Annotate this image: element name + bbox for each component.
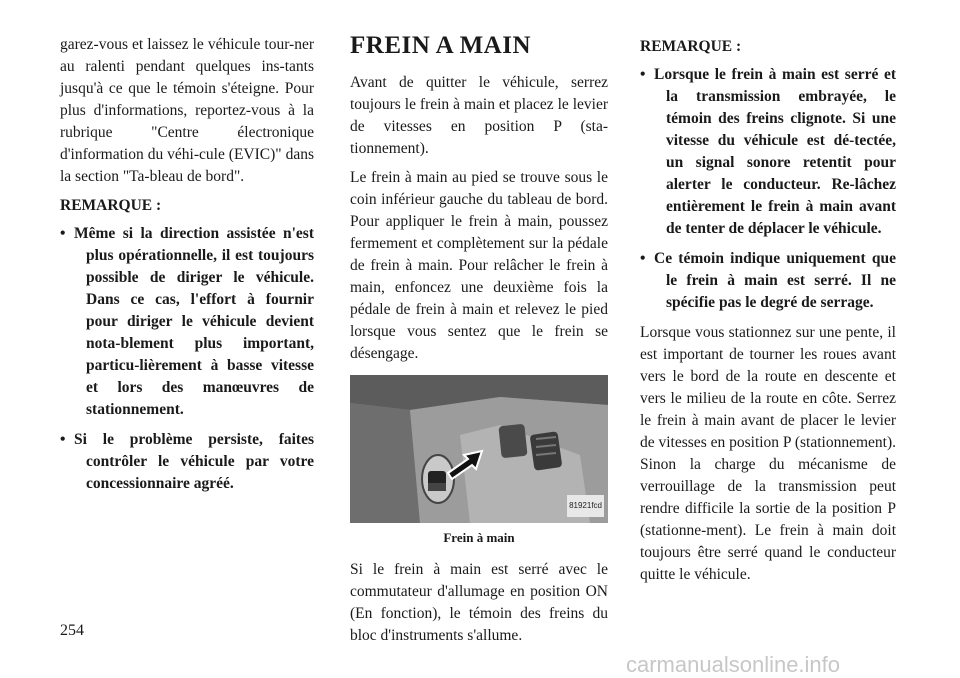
bullet-icon: • [60,431,66,448]
list-item: • Si le problème persiste, faites contrôler le véhicule par votre concessionnaire agréé. [60,431,314,492]
right-column [640,36,896,593]
intro-paragraph: garez-vous et laissez le véhicule tour-ner au ralenti pendant quelques ins-tants jusqu'à ce que le témoin s'éteigne. Pour plus d'informations, reportez-vous à la rubrique "Centre électronique d'information du véhi-cule (EVIC)" dans la section "Ta-bleau de bord". [60,36,314,185]
note-label: REMARQUE : [640,38,742,55]
middle-column [350,30,608,654]
list-item: • Lorsque le frein à main est serré et la transmission embrayée, le témoin des freins clignote. Si une vitesse du véhicule est dé-tectée, un signal sonore retentit pour alerter le conducteur. Re-lâchez entièrement le frein à main avant de tenter de déplacer le véhicule. [640,66,896,237]
note-list [640,64,896,314]
page-number: 254 [60,622,84,639]
figure-code: 81921fcd [567,495,604,517]
paragraph: Si le frein à main est serré avec le commutateur d'allumage en position ON (En fonction), le témoin des freins du bloc d'instruments s'allume. [350,561,608,644]
left-column [60,34,314,503]
list-item: • Ce témoin indique uniquement que le frein à main est serré. Il ne spécifie pas le degré de serrage. [640,250,896,311]
watermark: carmanualsonline.info [626,652,841,677]
figure-caption: Frein à main [443,530,515,545]
bullet-icon: • [640,250,646,267]
note-label: REMARQUE : [60,197,162,214]
paragraph: Le frein à main au pied se trouve sous le coin inférieur gauche du tableau de bord. Pour appliquer le frein à main, poussez fermement et complètement sur la pédale de frein à main. Pour relâcher le frein à main, enfoncez une deuxième fois la pédale de frein à main et relevez le pied lorsque vous sentez que le frein se désengage. [350,169,608,362]
section-heading: FREIN A MAIN [350,32,532,59]
list-item: • Même si la direction assistée n'est plus opérationnelle, il est toujours possible de diriger le véhicule. Dans ce cas, l'effort à fournir pour diriger le véhicule devient nota-blement plus important, particu-lièrement à basse vitesse et lors des manœuvres de stationnement. [60,225,314,418]
parking-brake-figure [350,375,608,523]
bullet-icon: • [60,225,66,242]
paragraph: Lorsque vous stationnez sur une pente, il est important de tourner les roues avant vers le bord de la route en descente et vers le milieu de la route en côte. Serrez le frein à main avant de placer le levier de vitesses en position P (stationnement). Sinon la charge du mécanisme de verrouillage de la transmission peut rendre difficile la sortie de la position P (stationne-ment). Le frein à main doit toujours être serré quand le conducteur quitte le véhicule. [640,324,896,583]
bullet-icon: • [640,66,646,83]
note-list [60,223,314,495]
paragraph: Avant de quitter le véhicule, serrez toujours le frein à main et placez le levier de vitesses en position P (sta-tionnement). [350,74,608,157]
